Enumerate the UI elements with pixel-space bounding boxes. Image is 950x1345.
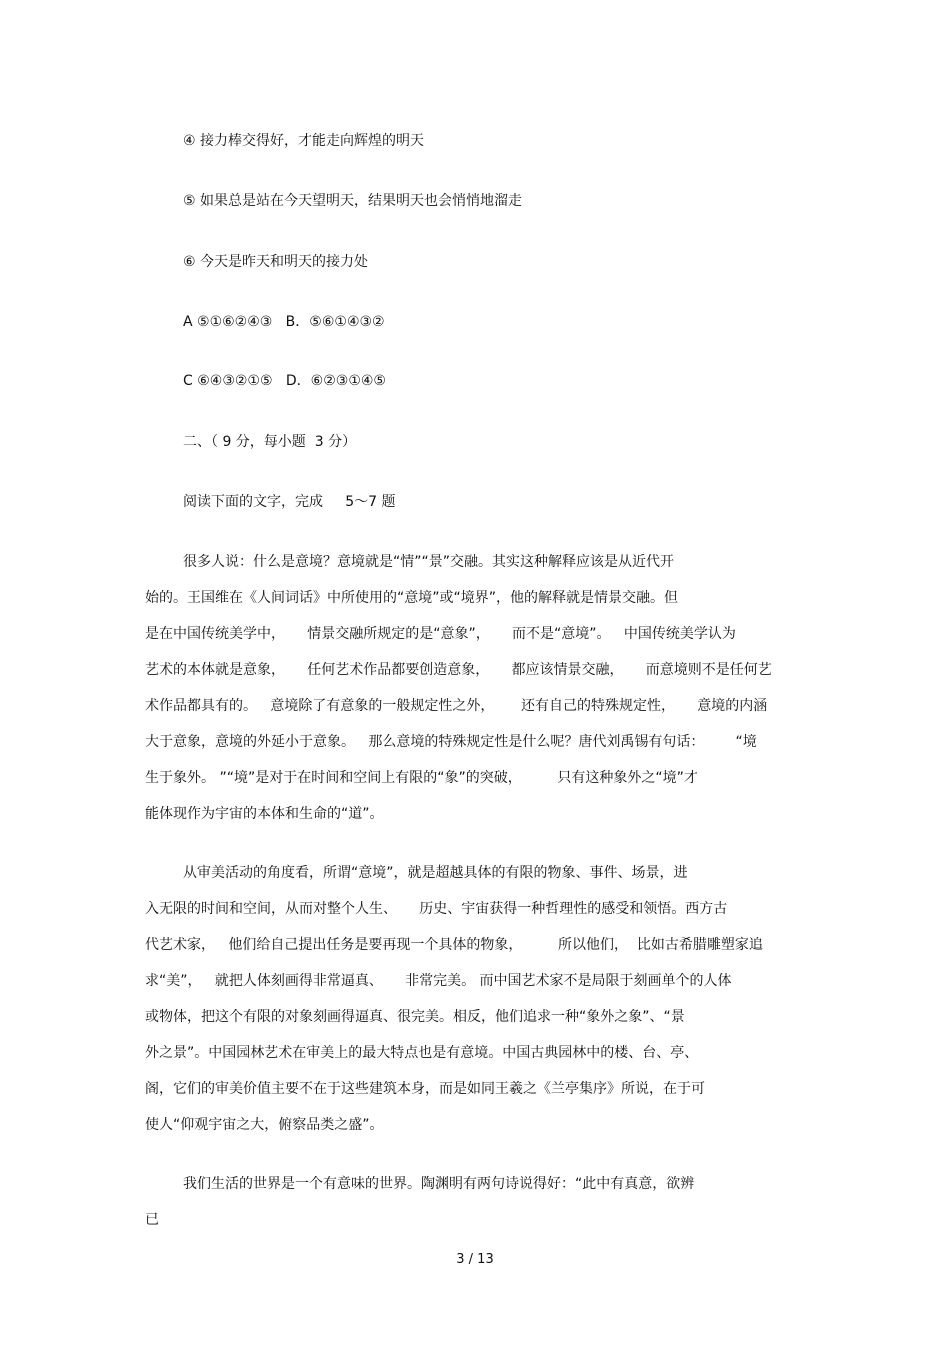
passage-line: 已 (145, 1212, 159, 1228)
passage-line: 阁，它们的审美价值主要不在于这些建筑本身，而是如同王羲之《兰亭集序》所说，在于可 (145, 1081, 705, 1097)
passage-line: 入无限的时间和空间，从而对整个人生、 历史、宇宙获得一种哲理性的感受和领悟。西方古 (145, 901, 728, 917)
passage-line: 是在中国传统美学中， 情景交融所规定的是“意象”， 而不是“意境”。 中国传统美学认为 (145, 626, 736, 642)
passage-line: 生于象外。 ”“境”是对于在时间和空间上有限的“象”的突破， 只有这种象外之“境”才 (145, 770, 698, 786)
option-item-4: ④ 接力棒交得好，才能走向辉煌的明天 (183, 133, 424, 149)
passage-line: 我们生活的世界是一个有意味的世界。陶渊明有两句诗说得好：“此中有真意，欲辨 (183, 1176, 695, 1192)
section-instruction: 阅读下面的文字，完成 5～7 题 (183, 494, 396, 510)
option-item-5: ⑤ 如果总是站在今天望明天，结果明天也会悄悄地溜走 (183, 193, 522, 209)
passage-line: 或物体，把这个有限的对象刻画得逼真、很完美。相反，他们追求一种“象外之象”、“景 (145, 1009, 685, 1025)
passage-line: 代艺术家， 他们给自己提出任务是要再现一个具体的物象， 所以他们， 比如古希腊雕塑家追 (145, 937, 763, 953)
passage-line: 从审美活动的角度看，所谓“意境”，就是超越具体的有限的物象、事件、场景，进 (183, 865, 688, 881)
passage-line: 大于意象，意境的外延小于意象。 那么意境的特殊规定性是什么呢？唐代刘禹锡有句话： “境 (145, 734, 757, 750)
page-number: 3 / 13 (456, 1252, 494, 1267)
answer-choices-ab: A ⑤①⑥②④③ B．⑤⑥①④③② (183, 314, 385, 330)
answer-choices-cd: C ⑥④③②①⑤ D．⑥②③①④⑤ (183, 373, 386, 389)
passage-line: 使人“仰观宇宙之大，俯察品类之盛”。 (145, 1117, 384, 1133)
passage-line: 外之景”。中国园林艺术在审美上的最大特点也是有意境。中国古典园林中的楼、台、亭、 (145, 1045, 699, 1061)
passage-line: 求“美”， 就把人体刻画得非常逼真、 非常完美。 而中国艺术家不是局限于刻画单个的人体 (145, 973, 732, 989)
option-item-6: ⑥ 今天是昨天和明天的接力处 (183, 254, 369, 270)
passage-line: 很多人说：什么是意境？意境就是“情”“景”交融。其实这种解释应该是从近代开 (183, 554, 675, 570)
passage-line: 艺术的本体就是意象， 任何艺术作品都要创造意象， 都应该情景交融， 而意境则不是任何艺 (145, 662, 772, 678)
passage-line: 始的。王国维在《人间词话》中所使用的“意境”或“境界”，他的解释就是情景交融。但 (145, 590, 679, 606)
passage-line: 术作品都具有的。 意境除了有意象的一般规定性之外， 还有自己的特殊规定性， 意境的内涵 (145, 698, 768, 714)
section-heading: 二、（ 9 分，每小题 3 分） (183, 434, 357, 450)
passage-line: 能体现作为宇宙的本体和生命的“道”。 (145, 806, 384, 822)
